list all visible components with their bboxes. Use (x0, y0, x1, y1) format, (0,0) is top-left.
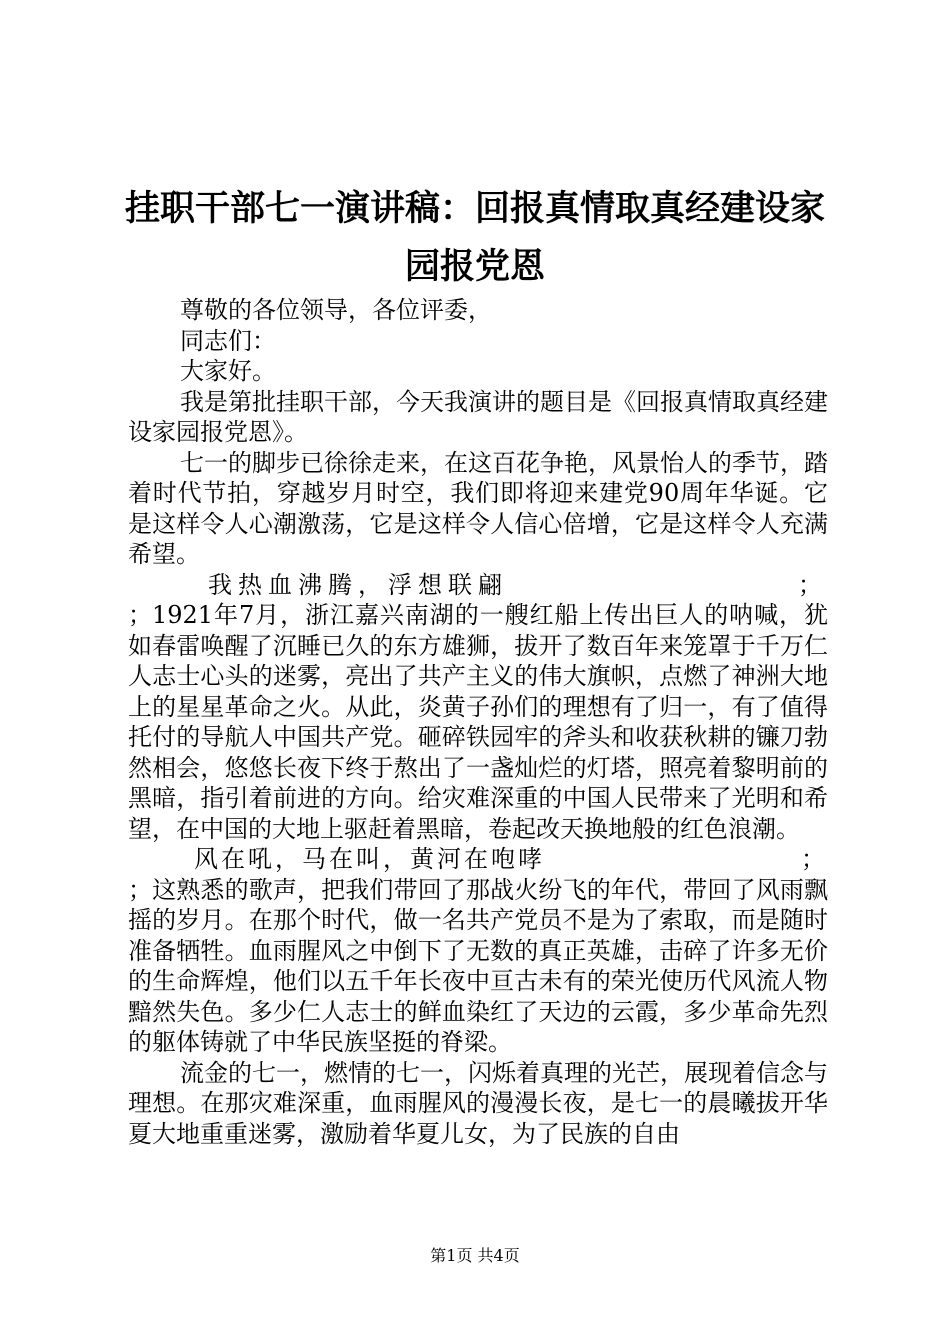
document-body (128, 295, 828, 1149)
salutation: 尊敬的各位领导，各位评委， (180, 296, 492, 324)
paragraph-heading-text: 我热血沸腾，浮想联翩 (208, 570, 508, 599)
salutation-2: 同志们： (180, 326, 276, 355)
paragraph: 我是第批挂职干部，今天我演讲的题目是《回报真情取真经建设家园报党恩》。 (128, 387, 828, 446)
paragraph-heading-line (128, 570, 828, 601)
paragraph: 流金的七一，燃情的七一，闪烁着真理的光芒，展现着信念与理想。在那灾难深重，血雨腥风的漫漫长夜，是七一的晨曦拔开华夏大地重重迷雾，激励着华夏儿女，为了民族的自由 (128, 1058, 828, 1148)
document-title (100, 180, 850, 296)
paragraph-heading-line (128, 844, 828, 875)
title-line-2: 园报党恩 (404, 247, 545, 287)
semicolon: ； (801, 845, 828, 873)
page-footer: 第1页 共4页 (430, 1246, 520, 1265)
paragraph: ；这熟悉的歌声，把我们带回了那战火纷飞的年代，带回了风雨飘摇的岁月。在那个时代，做一名共产党员不是为了索取，而是随时准备牺牲。血雨腥风之中倒下了无数的真正英雄，击碎了许多无价的生命辉煌，他们以五千年长夜中亘古未有的荣光使历代风流人物黯然失色。多少仁人志士的鲜血染红了天边的云霞，多少革命先烈的躯体铸就了中华民族坚挺的脊梁。 (128, 875, 828, 1056)
paragraph: ；1921年7月，浙江嘉兴南湖的一艘红船上传出巨人的呐喊，犹如春雷唤醒了沉睡已久的东方雄狮，拔开了数百年来笼罩于千万仁人志士心头的迷雾，亮出了共产主义的伟大旗帜，点燃了神洲大地上的星星革命之火。从此，炎黄子孙们的理想有了归一，有了值得托付的导航人中国共产党。砸碎铁园牢的斧头和收获秋耕的镰刀勃然相会，悠悠长夜下终于熬出了一盏灿烂的灯塔，照亮着黎明前的黑暗，指引着前进的方向。给灾难深重的中国人民带来了光明和希望，在中国的大地上驱赶着黑暗，卷起改天换地般的红色浪潮。 (128, 601, 828, 843)
semicolon: ； (798, 570, 828, 599)
paragraph: 七一的脚步已徐徐走来，在这百花争艳，风景怡人的季节，踏着时代节拍，穿越岁月时空，我们即将迎来建党90周年华诞。它是这样令人心潮激荡，它是这样令人信心倍增，它是这样令人充满希望。 (128, 448, 828, 568)
title-line-1: 挂职干部七一演讲稿：回报真情取真经建设家 (124, 189, 825, 229)
greeting: 大家好。 (180, 357, 276, 385)
paragraph-heading-text: 风在吼，马在叫，黄河在咆哮 (194, 845, 545, 873)
